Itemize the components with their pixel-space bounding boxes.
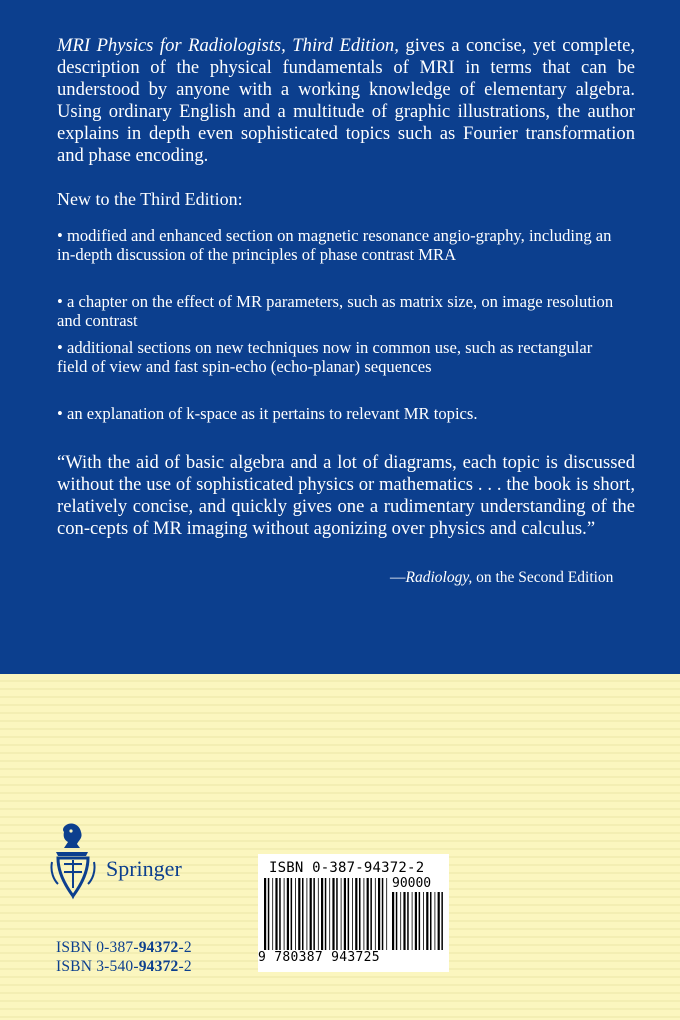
barcode-bar xyxy=(415,892,417,950)
barcode-bar xyxy=(435,892,436,950)
intro-text: gives a concise, yet complete, description of the physical fundamentals of MRI in terms that can be understood by anyone with a working knowledge of elementary algebra. Using ordinary English and a multitude of graphic illustrations, the author explains in depth even sophisticated topics such as Fourier transformation and phase encoding. xyxy=(57,35,635,166)
barcode-bar xyxy=(423,892,424,950)
barcode-bar xyxy=(302,878,304,950)
barcode-bar xyxy=(279,878,281,950)
barcode-isbn-label: ISBN 0-387-94372-2 xyxy=(269,860,425,876)
barcode-bar xyxy=(318,878,319,950)
barcode-bar xyxy=(284,878,285,950)
barcode-bar xyxy=(403,892,405,950)
barcode-bar xyxy=(375,878,376,950)
barcode-bar xyxy=(348,878,350,950)
barcode-main-bars xyxy=(264,878,388,950)
barcode-bar xyxy=(321,878,323,950)
quote-source: Radiology, xyxy=(405,569,473,586)
barcode-bar xyxy=(355,878,357,950)
barcode-bar xyxy=(313,878,315,950)
bullet-item: • additional sections on new techniques now in common use, such as rectangular field of view and fast spin-echo (echo-planar) sequences xyxy=(57,338,593,376)
book-title: MRI Physics for Radiologists, Third Edition, xyxy=(57,35,399,56)
barcode-bar xyxy=(382,878,384,950)
isbn-prefix: ISBN 3-540- xyxy=(56,958,139,975)
barcode-bar xyxy=(272,878,273,950)
isbn-suffix: -2 xyxy=(178,958,192,975)
barcode-bar xyxy=(441,892,443,950)
barcode-bar xyxy=(430,892,432,950)
barcode-bar xyxy=(341,878,342,950)
barcode-addon-bars xyxy=(392,892,444,950)
isbn-bold: 94372 xyxy=(138,958,179,975)
barcode-bar xyxy=(332,878,334,950)
attribution-dash: — xyxy=(390,569,406,586)
barcode-bar xyxy=(407,892,409,950)
barcode-bar xyxy=(298,878,300,950)
bullet-item: • a chapter on the effect of MR parameters, such as matrix size, on image resolution and contrast xyxy=(57,292,614,330)
bullet-item: • an explanation of k-space as it pertains to relevant MR topics. xyxy=(57,404,478,423)
barcode-bar xyxy=(325,878,327,950)
barcode-bar xyxy=(295,878,296,950)
barcode-bar xyxy=(412,892,413,950)
barcode-bar xyxy=(370,878,372,950)
isbn-suffix: -2 xyxy=(178,939,192,956)
barcode-addon-number: 90000 xyxy=(392,876,432,891)
review-quote: “With the aid of basic algebra and a lot of diagrams, each topic is discussed without the use of sophisticated physics or mathematics . . . the book is short, relatively concise, and quickly gives one a rudimentary understanding of the con-cepts of MR imaging without agonizing over physics and calculus.” xyxy=(57,452,635,539)
isbn-line xyxy=(56,958,192,976)
barcode-bar xyxy=(359,878,361,950)
barcode-digits: 9 780387 943725 xyxy=(258,950,380,965)
new-edition-heading: New to the Third Edition: xyxy=(57,189,243,209)
barcode-bar xyxy=(378,878,380,950)
barcode-bar xyxy=(396,892,398,950)
barcode-bar xyxy=(352,878,353,950)
barcode-bar xyxy=(386,878,387,950)
publisher-name: Springer xyxy=(106,856,182,881)
barcode-bar xyxy=(264,878,266,950)
barcode-bar xyxy=(287,878,289,950)
barcode-bar xyxy=(419,892,421,950)
barcode-bar xyxy=(307,878,308,950)
springer-knight-icon xyxy=(50,822,96,900)
barcode-bar xyxy=(268,878,270,950)
intro-paragraph xyxy=(57,35,635,167)
isbn-bold: 94372 xyxy=(138,939,179,956)
quote-attribution xyxy=(390,568,613,588)
barcode-bar xyxy=(275,878,277,950)
isbn-line xyxy=(56,939,192,957)
barcode-bar xyxy=(426,892,428,950)
barcode-bar xyxy=(291,878,293,950)
quote-source-note: on the Second Edition xyxy=(472,569,614,586)
isbn-prefix: ISBN 0-387- xyxy=(56,939,139,956)
barcode-bar xyxy=(336,878,338,950)
bullet-item: • modified and enhanced section on magnetic resonance angio-graphy, including an in-depth discussion of the principles of phase contrast MRA xyxy=(57,226,612,264)
barcode-bar xyxy=(392,892,394,950)
barcode-bar xyxy=(364,878,365,950)
barcode-bar xyxy=(438,892,440,950)
barcode-bar xyxy=(400,892,401,950)
barcode-bar xyxy=(329,878,330,950)
barcode-bar xyxy=(344,878,346,950)
barcode-bar xyxy=(367,878,369,950)
barcode-bar xyxy=(310,878,312,950)
